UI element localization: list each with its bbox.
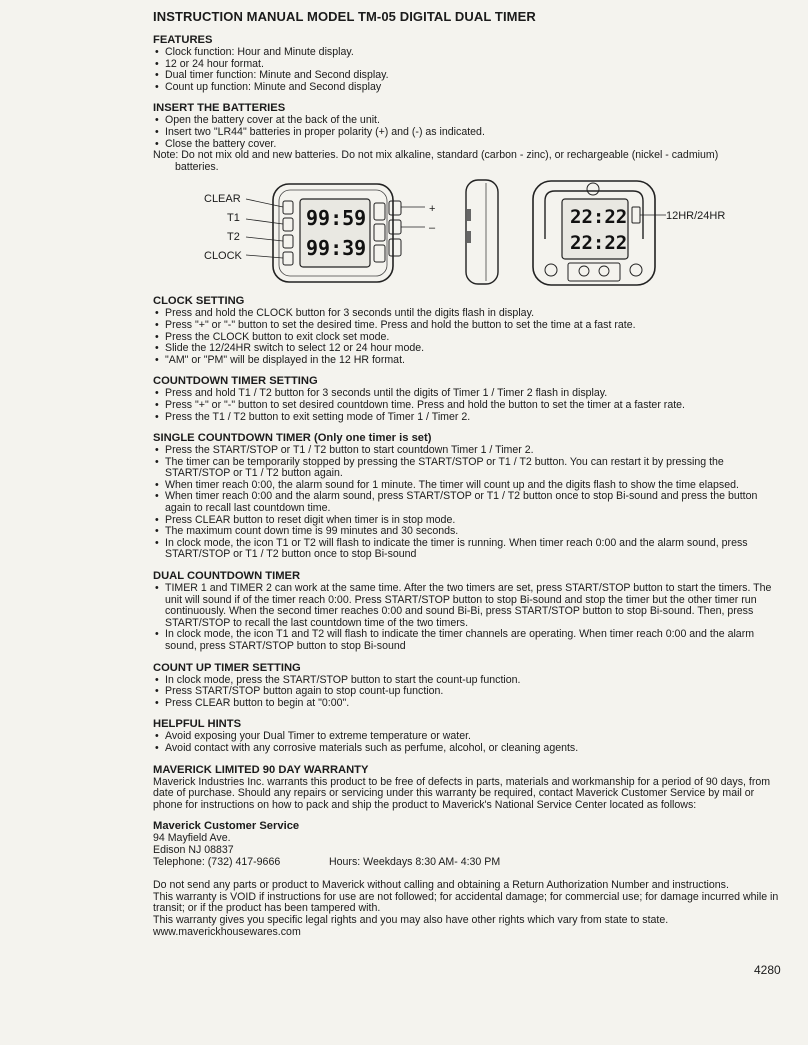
address-line-2: Edison NJ 08837 <box>153 843 234 856</box>
list-item: • Close the battery cover. <box>153 139 781 151</box>
list-item: • Press the T1 / T2 button to exit setting mode of Timer 1 / Timer 2. <box>153 412 781 424</box>
list-item: • Slide the 12/24HR switch to select 12 or 24 hour mode. <box>153 343 781 355</box>
list-item: • Press "+" or "-" button to set the desired time. Press and hold the button to set the time at a fast rate. <box>153 320 781 332</box>
magnet-right-icon <box>630 264 642 276</box>
hints-list <box>153 731 781 754</box>
list-item: • In clock mode, the icon T1 or T2 will flash to indicate the timer is running. When timer reach 0:00 and the alarm sound, press START/STOP or T1 / T2 button once to stop Bi-sound <box>153 538 781 561</box>
side-minus-shape <box>389 220 401 234</box>
dual-countdown-heading: DUAL COUNTDOWN TIMER <box>153 570 301 583</box>
features-list <box>153 47 781 93</box>
magnet-left-icon <box>545 264 557 276</box>
customer-service-section <box>153 820 781 868</box>
batteries-list <box>153 115 781 150</box>
battery-cell-right-icon <box>599 266 609 276</box>
features-section <box>153 34 781 93</box>
list-item: • Press "+" or "-" button to set desired countdown time. Press and hold the button to set the timer at a faster rate. <box>153 400 781 412</box>
side-switch-shape <box>389 239 401 256</box>
fine-print-line-3: This warranty gives you specific legal rights and you may also have other rights which vary from state to state. <box>153 913 669 926</box>
battery-note-line1: Note: Do not mix old and new batteries. Do not mix alkaline, standard (carbon - zinc), or rechargeable (nickel - cadmium) <box>153 149 719 162</box>
warranty-body: Maverick Industries Inc. warrants this product to be free of defects in parts, materials and workmanship for a period of 90 days, from date of purchase. Should any repairs or servicing under this warranty be required, contact Maverick Customer Service by mail or phone for instructions on how to pack and ship the product to Maverick's National Service Center located as follows: <box>153 775 771 811</box>
list-item: • Clock function: Hour and Minute display. <box>153 47 781 59</box>
list-item: • TIMER 1 and TIMER 2 can work at the same time. After the two timers are set, press START/STOP button to start the timers. The unit will sound if of the timer reach 0:00. Press START/STOP button to stop Bi-sound and stop the timer but the other timer run continuously. When the second timer reaches 0:00 and sound Bi-Bi, press START/STOP button to stop Bi-sound. Then, press START/STOP to recall the last countdown time of the two timers. <box>153 583 781 629</box>
dual-countdown-list <box>153 583 781 653</box>
timer-diagram-svg <box>0 179 808 291</box>
clock-button-shape <box>283 252 293 265</box>
list-item: • Avoid contact with any corrosive materials such as perfume, alcohol, or cleaning agents. <box>153 743 781 755</box>
list-item: • Press the START/STOP or T1 / T2 button to start countdown Timer 1 / Timer 2. <box>153 445 781 457</box>
manual-content <box>153 34 781 938</box>
battery-cell-left-icon <box>579 266 589 276</box>
count-up-section <box>153 662 781 710</box>
start-stop-button-shape <box>374 203 385 220</box>
features-heading: FEATURES <box>153 34 213 46</box>
fine-print-line-2: This warranty is VOID if instructions for use are not followed; for accidental damage; for commercial use; for damage incurred while in transit; or if the product has been tampered with. <box>153 890 779 915</box>
clock-setting-section <box>153 295 781 366</box>
clock-label: CLOCK <box>204 250 242 263</box>
t2-leader-line <box>246 237 283 241</box>
list-item: • "AM" or "PM" will be displayed in the 12 HR format. <box>153 355 781 367</box>
back-display-bottom: 22:22 <box>570 232 628 255</box>
list-item: • Count up function: Minute and Second display <box>153 82 781 94</box>
list-item: • Insert two "LR44" batteries in proper polarity (+) and (-) as indicated. <box>153 127 781 139</box>
battery-note <box>153 150 781 173</box>
hr-switch-shape <box>632 207 640 223</box>
warranty-section <box>153 764 781 812</box>
plus-label: + <box>429 203 436 216</box>
single-countdown-section <box>153 432 781 561</box>
hr-switch-label: 12HR/24HR <box>666 210 726 223</box>
list-item: • Dual timer function: Minute and Second display. <box>153 70 781 82</box>
dual-countdown-section <box>153 570 781 653</box>
t1-label: T1 <box>227 212 240 225</box>
list-item: • In clock mode, the icon T1 and T2 will flash to indicate the timer channels are operating. When timer reach 0:00 and the alarm sound, press START/STOP button to stop Bi-sound <box>153 629 781 652</box>
list-item: • Avoid exposing your Dual Timer to extreme temperature or water. <box>153 731 781 743</box>
batteries-heading: INSERT THE BATTERIES <box>153 102 286 115</box>
website-link[interactable]: www.maverickhousewares.com <box>153 925 301 938</box>
t1-button-shape <box>283 218 293 231</box>
address-line-1: 94 Mayfield Ave. <box>153 832 231 845</box>
countdown-setting-heading: COUNTDOWN TIMER SETTING <box>153 375 318 388</box>
fine-print-section <box>153 880 781 938</box>
list-item: • When timer reach 0:00, the alarm sound for 1 minute. The timer will count up and the digits flash to show the time elapsed. <box>153 480 781 492</box>
clear-button-shape <box>283 201 293 214</box>
list-item: • Press the CLOCK button to exit clock set mode. <box>153 332 781 344</box>
t1-leader-line <box>246 219 283 224</box>
fine-print-line-1: Do not send any parts or product to Maverick without calling and obtaining a Return Authorization Number and instructions. <box>153 879 729 892</box>
clock-setting-list <box>153 308 781 366</box>
list-item: • In clock mode, press the START/STOP button to start the count-up function. <box>153 675 781 687</box>
hints-section <box>153 718 781 754</box>
list-item: • When timer reach 0:00 and the alarm sound, press START/STOP or T1 / T2 button once to stop Bi-sound and press the button again to recall last countdown time. <box>153 491 781 514</box>
plus-button-shape <box>374 224 385 241</box>
list-item: • Press START/STOP button again to stop count-up function. <box>153 686 781 698</box>
batteries-section <box>153 102 781 173</box>
list-item: • Press CLEAR button to begin at "0:00". <box>153 698 781 710</box>
list-item: • Press CLEAR button to reset digit when timer is in stop mode. <box>153 515 781 527</box>
list-item: • Press and hold the CLOCK button for 3 seconds until the digits flash in display. <box>153 308 781 320</box>
single-countdown-list <box>153 445 781 561</box>
count-up-list <box>153 675 781 710</box>
hanging-hole-icon <box>587 183 599 195</box>
hints-heading: HELPFUL HINTS <box>153 718 242 731</box>
clear-leader-line <box>246 199 283 207</box>
list-item: • The timer can be temporarily stopped by pressing the START/STOP or T1 / T2 button. You can restart it by pressing the START/STOP or T1 / T2 button again. <box>153 457 781 480</box>
minus-label: – <box>429 222 436 235</box>
service-hours: Hours: Weekdays 8:30 AM- 4:30 PM <box>329 855 501 868</box>
page-title: INSTRUCTION MANUAL MODEL TM-05 DIGITAL DUAL TIMER <box>153 9 536 24</box>
warranty-heading: MAVERICK LIMITED 90 DAY WARRANTY <box>153 763 369 776</box>
battery-note-line2: batteries. <box>175 160 219 173</box>
countdown-setting-section <box>153 375 781 423</box>
list-item: • The maximum count down time is 99 minutes and 30 seconds. <box>153 526 781 538</box>
single-countdown-heading: SINGLE COUNTDOWN TIMER (Only one timer is set) <box>153 432 432 445</box>
telephone: Telephone: (732) 417-9666 <box>153 855 281 868</box>
clear-label: CLEAR <box>204 193 241 206</box>
contact-row <box>153 857 781 869</box>
clock-setting-heading: CLOCK SETTING <box>153 295 245 308</box>
side-button-2 <box>467 231 471 243</box>
model-number: 4280 <box>754 963 781 977</box>
t2-button-shape <box>283 235 293 248</box>
back-display-top: 22:22 <box>570 206 628 229</box>
timer-diagram <box>153 179 781 291</box>
list-item: • Open the battery cover at the back of the unit. <box>153 115 781 127</box>
countdown-setting-list <box>153 388 781 423</box>
count-up-heading: COUNT UP TIMER SETTING <box>153 661 301 674</box>
front-display-top: 99:59 <box>306 206 367 231</box>
battery-compartment-icon <box>568 263 620 281</box>
side-plus-shape <box>389 201 401 215</box>
front-display-bottom: 99:39 <box>306 236 367 261</box>
customer-service-heading: Maverick Customer Service <box>153 820 300 833</box>
list-item: • 12 or 24 hour format. <box>153 59 781 71</box>
t2-label: T2 <box>227 231 240 244</box>
side-button-1 <box>467 209 471 221</box>
clock-leader-line <box>246 255 283 258</box>
minus-button-shape <box>374 245 385 262</box>
list-item: • Press and hold T1 / T2 button for 3 seconds until the digits of Timer 1 / Timer 2 flash in display. <box>153 388 781 400</box>
